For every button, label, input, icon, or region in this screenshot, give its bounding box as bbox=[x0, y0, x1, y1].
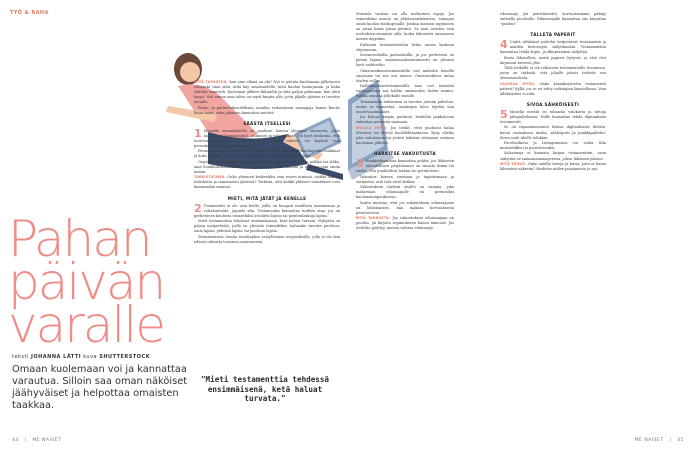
paragraph bbox=[500, 107, 606, 125]
footer-left: 44 | ME NAISET bbox=[12, 438, 62, 443]
page-number: 44 bbox=[12, 438, 19, 443]
byline-image-source: SHUTTERSTOCK bbox=[99, 354, 151, 360]
paragraph: Perunkirjoituksen jälkeen tilit voivat käyttää vain kaikki kuolinpesän osakkaat ja koko yhdessä, tai he voivat valtuuttaa jonkun käyttämään tiliä. bbox=[194, 149, 340, 159]
paragraph: Kerro läheisillesi, mistä paperit löytyvät, ja että olet kirjannut toiveesi ylös. bbox=[500, 55, 606, 65]
paragraph-text: Uudet sähköiset palvelut helpottavat testamentin ja muiden tiedostojen säilyttämistä. Testamentista kannattaa tehdä kopio, ja alkuperäinen säilyttää. bbox=[500, 40, 606, 55]
byline-author: JOHANNA LÄTTI bbox=[30, 354, 82, 360]
paragraph: Erilaisiin testamentteihin liviko annaa karkean ohjenuoran. bbox=[356, 42, 454, 52]
paragraph: Mieti testamenttia tehdessä ensimmäisenä, ketä haluat turvata. Nykyään on paljon uusperheitä, joilla on yhteisiä esimerkiksi, haluaako turvata puolisoa, omia lapsia, yhteisiä lapsia vai puolison lapsia. bbox=[194, 219, 340, 234]
right-column-2 bbox=[500, 12, 606, 172]
intro-paragraph bbox=[194, 80, 340, 105]
paragraph: Omistusoikeustestamentilla voit määrätä kenelle omaisuus tai sen osa menee. Omistusoikeus antaa täyden vallan. bbox=[356, 68, 454, 83]
magazine-name: ME NAISET bbox=[32, 438, 62, 443]
paragraph bbox=[194, 201, 340, 219]
step-number-2: 2 bbox=[194, 201, 202, 215]
footer-right: ME NAISET | 45 bbox=[634, 438, 684, 443]
reminder-keyword: MUISTA MYÖS: bbox=[356, 125, 388, 130]
intro-keyword: MITÄ TAPAHTUU, bbox=[194, 80, 229, 84]
lead-paragraph: Omaan kuolemaan voi ja kannattaa varautua. Silloin saa oman näköiset jäähyväiset ja helpottaa omaisten taakkaa. bbox=[12, 364, 188, 411]
paragraph-text: Testamentti ei ole vain heille, joilla on huojasti muullista mammonaa ja valtakuntalitä, jujumle alta. Testamentin kannattaa harkita aina, jos on perheeseen kuuluvia esimerkiksi avioliitto lapsia tai pientenlaskuja lapsia. bbox=[194, 203, 340, 218]
byline-text-label: teksti bbox=[12, 354, 29, 360]
paragraph-text: Moniella suomalaisella on puolison hanssa yhteinen talousetsi, josta maksetaan kaupaslaskut, asumisen ja vakuutukset. On hyvä tiedostaa, että tuoreen kuolleena yhteisellä tilillä olevat rahavat voi käyttää vain perunkirjoituksen maksamiseen. bbox=[194, 128, 340, 148]
right-column-1 bbox=[356, 12, 454, 232]
step-number-3: 3 bbox=[356, 157, 364, 170]
tip-text: Onko sinulla tietoja ja kuvia, joita et halua läheistesi näkevän? Harkitse niiden poistamista jo nyt. bbox=[500, 161, 607, 171]
paragraph-text: Henkivakuutusta kannattaa pohtia, jos lähiesten taloudellinen pärjääminen on sinusta kiinni tai riedät, että puolisollesi laskuu iso perintövero. bbox=[356, 159, 454, 174]
note-paragraph bbox=[500, 82, 606, 97]
tip-text: Onko yhteinen keskeeklisi vain toisen nimissä, vaikka sitä on tuloskettu ja rannsmiotu yhdessä? Tarkista, että kaikki yhteiset omistukset ovat kummankin nimissä. bbox=[194, 175, 340, 190]
subheading-4: TALLETA PAPERIT bbox=[530, 32, 576, 38]
title-line-3: varalle bbox=[8, 296, 164, 354]
paragraph: Testamentin tekeminen ei tarvitse juristin palvelua, mutta se kannattaa. Asiakirjan tulee täyttää lain muotovaatimukset. bbox=[356, 99, 454, 114]
intro-text: kun oma elämä on ohi? Nyt ei puhuta kuolemaan jälkeisestä elämästä vaan siitä, mitä käy omaisuudelle, mitä kuuluu hautajaisiin, ja kuka välittää somestili. Kuoleman jälkeen liikuteltä ja siitä paljon puhutaan, kun ehtii kysyä. Sitä ennen oma tahto on syytä kirjata ylös, jotta jäljelle jäävien ei tarvitse arvailla. bbox=[194, 80, 340, 105]
note-text: Onko käsinkirjoitettu testamentti pätevä? Kyllä, jos se on tehty todistajien läsnäollessa. Vain allekirjoitus ei riitä. bbox=[500, 81, 606, 96]
byline bbox=[12, 354, 150, 360]
paragraph: Vakuutus korvaa surmaan ja tapaturmaan ja varmistaa, että tuet eivät katkea. bbox=[356, 174, 454, 184]
paragraph: Ongelma välttääksesi on puoisoji tallettaa omaa tulot, kuten palkka tai eläke, aina henkilökohtaiselle tilille. Samoin aina tulee säästää ja sijoittaa vain omiin nimiin. bbox=[194, 159, 340, 174]
tip-text: Joo vakuutuksen edunsaajana on puoliso, jäi kirjoita sopimukseen hänen nimensä. Jos avoliitto päättyy, muista vaihtaa edunsaaja. bbox=[356, 216, 454, 231]
paragraph bbox=[194, 126, 340, 149]
tip-keyword: TARKISTATAMA: bbox=[194, 175, 226, 180]
tip-paragraph bbox=[356, 216, 454, 231]
subheading-1: SÄÄSTÄ ITSELLESI bbox=[243, 120, 291, 126]
magazine-name: ME NAISET bbox=[634, 438, 664, 443]
paragraph: Tällä hetkellä ei ole rekisteriä testamenteille Suomessa, joten on tärkeää, että jäljelle jäävät tietävät sen olemassaolosta. bbox=[500, 66, 606, 81]
paragraph: Srahn muistaa, että jos vakuutuksen edunsaajana on lähiomaisen, hän maksaa korvauksesta perintöveron. bbox=[356, 200, 454, 215]
title-line-1: Pahan bbox=[8, 210, 151, 268]
left-column bbox=[194, 80, 340, 245]
page-number: 45 bbox=[677, 438, 684, 443]
paragraph: Muistele vanhaa voi olla melkoinen sopija. Jos esimerkiksi asunto on yhteisomistuksessa, vainajan oman kuolon kuolinpesälle. Jonkaa asumon myyminen on aivan keino jakaa perintö. Se taas omistus vain avoleskien asumista adla, koska lakomista uusannosa menee myyntiin. bbox=[356, 12, 454, 42]
step-number-1: 1 bbox=[194, 126, 202, 140]
note-keyword: HUOMAA MYÖS: bbox=[500, 81, 536, 86]
right-page bbox=[348, 0, 696, 450]
tip-paragraph bbox=[194, 175, 340, 190]
paragraph: Se on vapaamuotoinen listaus digitaalisista tileistä, kuten sosiaalinen media, sähköposti ja pankkipalvelut. Kerro mitä tileille tehdään. bbox=[500, 125, 606, 140]
paragraph-text: Monella meistä on tuhansia valokuvia ja tietoja pilvipalveluissa. Niille kannattaa tehdä digitaalinen testamentti. bbox=[500, 109, 606, 125]
paragraph: Hallintaoikeustestamentilla taas voit määrätä vastaanottaja saa hallita omaisuutta, kuten asunto, vaikka omistaa jollekulle muulle. bbox=[356, 84, 454, 99]
tip-keyword: MITÄ TARKASTA: bbox=[356, 216, 391, 221]
paragraph: Vakuutuksen tärkein sisältö on summa, joka maksetaan edunsaajalle tai perinnöksi kuolemantapauksessa. bbox=[356, 185, 454, 200]
paragraph: Facebookissa ja Instagramissa voi valita tilin muistotiliksi tai poistettavaksi. bbox=[500, 140, 606, 151]
byline-image-label: kuva bbox=[83, 354, 98, 360]
intro-paragraph-2: Perhe- ja perintöoikeudellisiin asioihin erikoistunut asianajaja hanna Ruoho listaa asiat, jotka jokaisen kannattaa miettiä. bbox=[194, 105, 340, 115]
tip-paragraph bbox=[500, 162, 606, 172]
pull-quote: "Mieti testamenttia tehdessä ensimmäisenä, ketä haluat turvata." bbox=[200, 375, 329, 403]
paragraph: Suvunvanhoilla patriarkoilla, ja jos perheessä on pieniä lapsia, omistussaskastatamentti on yleensä hyvä vaihtoehto. bbox=[356, 53, 454, 68]
tip-keyword: MITÄ TEHDÄ: bbox=[500, 161, 527, 166]
section-tag: TYÖ & RAHA bbox=[10, 10, 49, 16]
subheading-5: SIVOA SÄHKÖISESTI bbox=[526, 101, 580, 107]
paragraph bbox=[500, 40, 606, 55]
step-number-4: 4 bbox=[500, 38, 508, 52]
title-line-2: päivän bbox=[8, 253, 165, 311]
paragraph: Salasanoja ei kannata kirjata testamenttiin, vaan säilyttää ne salasanamanagerissa, johon läheinen pääsee. bbox=[500, 151, 606, 161]
subheading-3: HARKITSE VAKUUTUSTA bbox=[374, 150, 436, 156]
article-title bbox=[8, 210, 165, 354]
reminder-text: Jos tiedät, ettei puolisosi halua Murtwor tai Mirväl huolehdittaakseen. Kysy, olisiko joku sukulainen tai ystävä halukas ottamaan vastuun kuoleman jälkeen. bbox=[356, 125, 454, 145]
step-number-5: 5 bbox=[500, 107, 508, 121]
paragraph bbox=[356, 159, 454, 174]
subheading-2: MIETI, MITÄ JÄTÄT JA KENELLE bbox=[227, 195, 307, 201]
paragraph: Jos haluaa kirjata perintöä, henkilöä pakkoloona vaikuttaa perinnön saamaan. bbox=[356, 115, 454, 125]
paragraph: edunsaaja jää päivittämättä, korvaussumma päätyy entiselle puolisolle. Edunsaajalle kannattaa siis kirjoittaa "puoliso". bbox=[500, 12, 606, 27]
reminder-paragraph bbox=[356, 126, 454, 146]
paragraph: Testamentissa Sirahn rusuttaakse avioyhteinen avopuolisolle, jolla ei ole lain edessä oikeutta toisensa omaisuuteen. bbox=[194, 234, 340, 244]
